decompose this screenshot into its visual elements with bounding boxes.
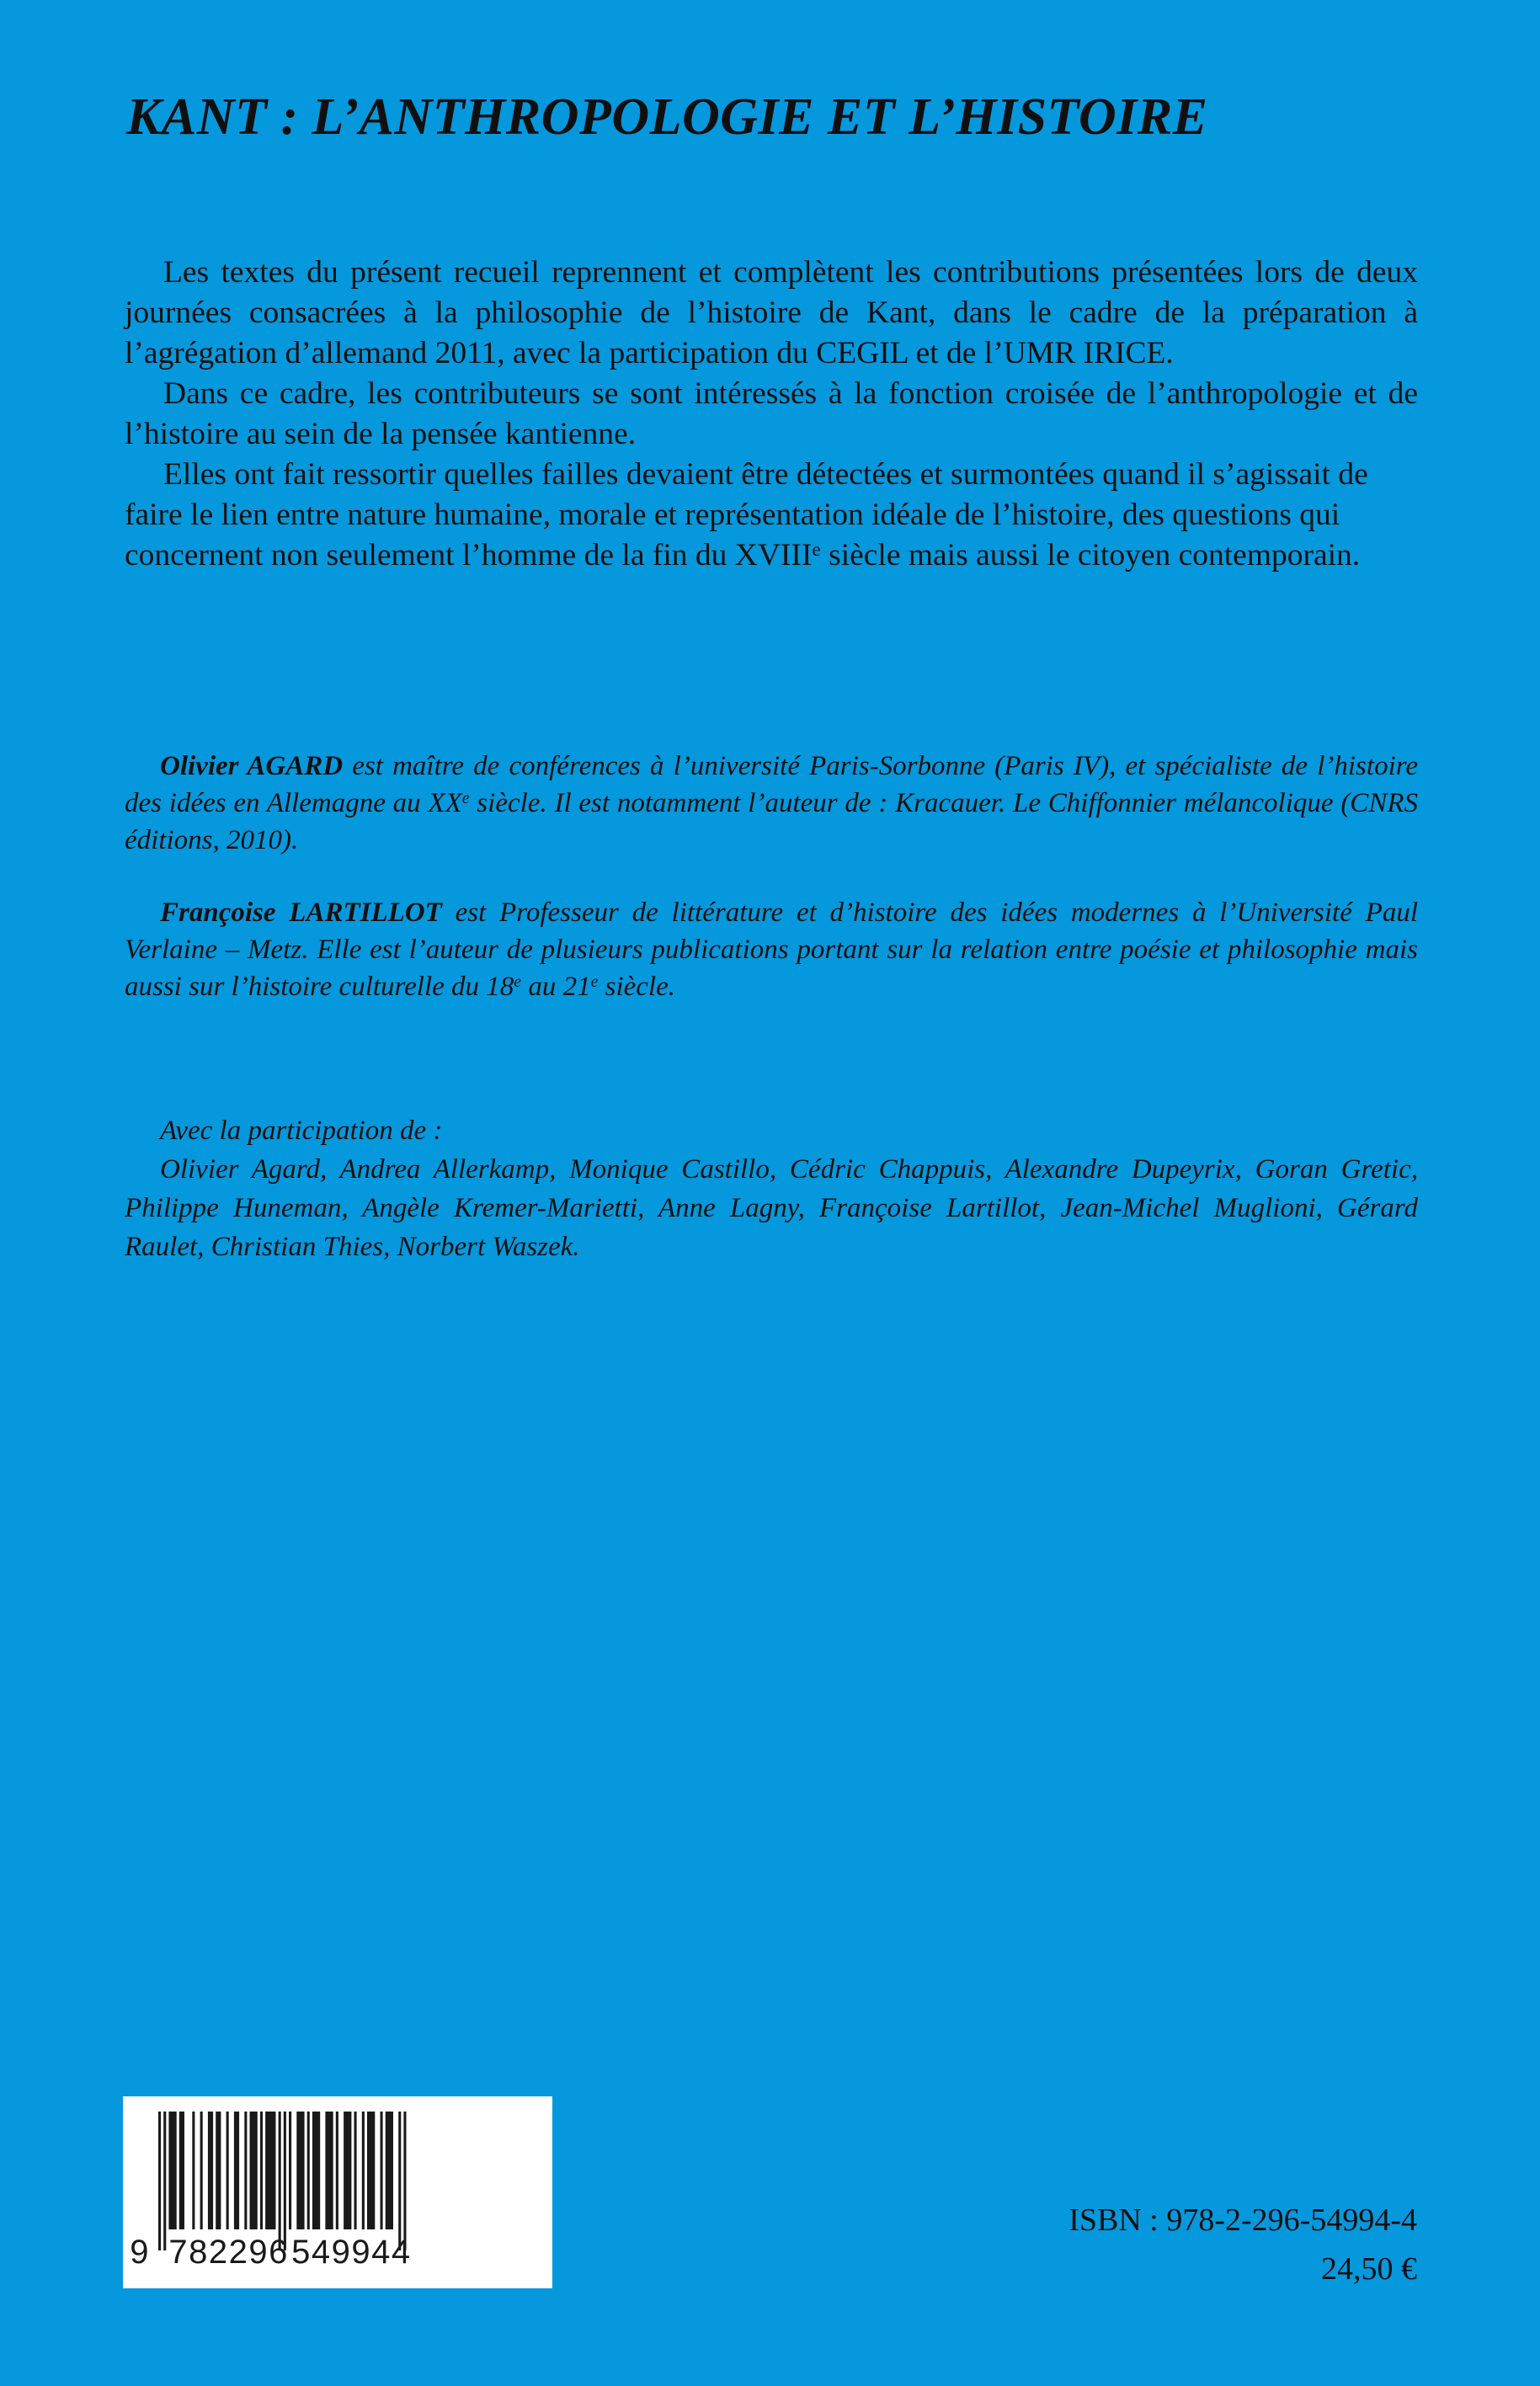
svg-text:9: 9 xyxy=(130,2234,150,2271)
svg-text:782296: 782296 xyxy=(168,2234,289,2271)
author-bio-agard-ordinal: e xyxy=(461,789,470,808)
contributors-section xyxy=(125,1111,1418,1266)
author-bio-lartillot-text-c: siècle. xyxy=(598,972,675,1002)
page-title: KANT : L’ANTHROPOLOGIE ET L’HISTOIRE xyxy=(126,88,1208,146)
price-value: 24,50 € xyxy=(1321,2251,1417,2287)
blurb-section xyxy=(125,253,1418,576)
author-name-lartillot: Françoise LARTILLOT xyxy=(160,897,442,928)
author-bio-agard-text-a: est maître de conférences à l’université Paris-Sorbonne (Paris IV), et spécialiste de l’histoire des idées en Allemagne au XX xyxy=(125,751,1418,818)
author-bio-lartillot xyxy=(125,894,1418,1005)
blurb-paragraph-3 xyxy=(125,455,1418,576)
author-name-agard: Olivier AGARD xyxy=(160,751,344,781)
barcode-ean13-svg xyxy=(123,2096,552,2288)
svg-text:549944: 549944 xyxy=(291,2234,412,2271)
blurb-paragraph-3-text-b: siècle mais aussi le citoyen contemporain. xyxy=(820,538,1361,573)
blurb-ordinal-suffix: e xyxy=(812,538,821,561)
barcode xyxy=(123,2096,552,2288)
author-bio-lartillot-text-b: au 21 xyxy=(521,972,591,1002)
author-bio-agard-text-b: siècle. Il est notamment l’auteur de : Kracauer. Le Chiffonnier mélancolique (CNRS éditions, 2010). xyxy=(125,788,1418,855)
author-bio-lartillot-ordinal-2: e xyxy=(590,972,599,992)
author-bio-agard xyxy=(125,748,1418,859)
author-bio-lartillot-ordinal-1: e xyxy=(514,972,522,992)
contributors-lead-label: Avec la participation de : xyxy=(160,1116,443,1146)
blurb-paragraph-1: Les textes du présent recueil reprennent et complètent les contributions présentées lors de deux journées consacrées à la philosophie de l’histoire de Kant, dans le cadre de la préparation à l’agrégation d’allemand 2011, avec la participation du CEGIL et de l’UMR IRICE. xyxy=(125,255,1418,370)
contributors-name-list: Olivier Agard, Andrea Allerkamp, Monique Castillo, Cédric Chappuis, Alexandre Dupeyrix, Goran Gretic, Philippe Huneman, Angèle Kremer-Marietti, Anne Lagny, Françoise Lartillot, Jean-Michel Muglioni, Gérard Raulet, Christian Thies, Norbert Waszek. xyxy=(125,1154,1418,1262)
isbn-price-block xyxy=(1068,2196,1417,2293)
blurb-paragraph-2: Dans ce cadre, les contributeurs se sont intéressés à la fonction croisée de l’anthropologie et de l’histoire au sein de la pensée kantienne. xyxy=(125,376,1418,451)
author-bio-lartillot-text-a: est Professeur de littérature et d’histoire des idées modernes à l’Université Paul Verlaine – Metz. Elle est l’auteur de plusieurs publications portant sur la relation entre poésie et philosophie mais aussi sur l’histoire culturelle du 18 xyxy=(125,897,1418,1002)
blurb-paragraph-3-text-a: Elles ont fait ressortir quelles failles devaient être détectées et surmontées quand il s’agissait de faire le lien entre nature humaine, morale et représentation idéale de l’histoire, des questions qui concernent non seulement l’homme de la fin du XVIII xyxy=(125,457,1368,573)
author-bios-section xyxy=(125,748,1418,1005)
isbn-value: ISBN : 978-2-296-54994-4 xyxy=(1068,2202,1417,2238)
